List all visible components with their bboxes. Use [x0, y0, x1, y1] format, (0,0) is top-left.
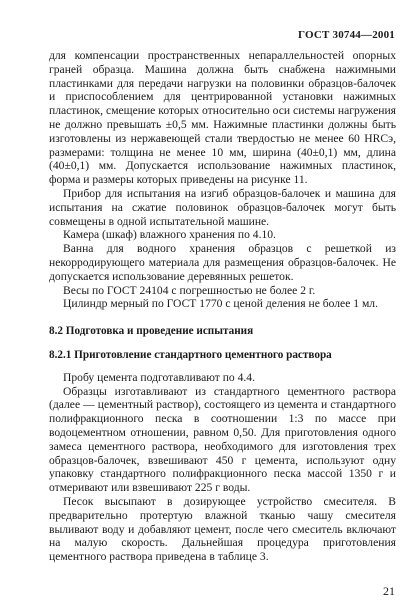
paragraph-scales: Весы по ГОСТ 24104 с погрешностью не более 2 г.: [63, 283, 316, 297]
page-content: [49, 49, 396, 564]
page-number: 21: [383, 584, 395, 598]
section-heading-8-2: 8.2 Подготовка и проведение испытания: [49, 325, 254, 338]
paragraph-water-bath: Ванна для водного хранения образцов с решеткой из некорродирующего материала для размещения образцов-балочек. Не допускается использование деревянных решеток.: [49, 242, 396, 283]
paragraph-combined-machine: Прибор для испытания на изгиб образцов-балочек и машина для испытания на сжатие половинок образцов-балочек могут быть совмещены в одной испытательной машине.: [49, 186, 396, 228]
paragraph-mortar-composition: Образцы изготавливают из стандартного цементного раствора (далее — цементный раствор), состоящего из цемента и стандартного полифракционного песка в соотношении 1:3 по массе при водоцементном отношении, равном 0,50. Для приготовления одного замеса цементного раствора, необходимого для изготовления трех образцов-балочек, взвешивают 450 г цемента, используют одну упаковку стандартного полифракционного песка массой 1350 г и отмеривают или взвешивают 225 г воды.: [49, 384, 396, 495]
paragraph-humidity-chamber: Камера (шкаф) влажного хранения по 4.10.: [63, 228, 276, 242]
paragraph-sample-prep: Пробу цемента подготавливают по 4.4.: [63, 370, 255, 384]
paragraph-mixing-procedure: Песок высыпают в дозирующее устройство смесителя. В предварительно протертую влажной тканью чашу смесителя выливают воду и добавляют цемент, после чего смеситель включают на малую скорость. Дальнейшая процедура приготовления цементного раствора приведена в таблице 3.: [49, 494, 396, 564]
paragraph-loading-plates: для компенсации пространственных непараллельностей опорных граней образца. Машина должна быть снабжена нажимными пластинками для передачи нагрузки на половинки образцов-балочек и приспособлением для центрированной установки нажимных пластинок, смещение которых относительно оси системы нагружения не должно превышать ±0,5 мм. Нажимные пластинки должны быть изготовлены из нержавеющей стали твердостью не менее 60 HRCэ, размерами: толщина не менее 10 мм, ширина (40±0,1) мм, длина (40±0,1) мм. Допускается использование нажимных пластинок, форма и размеры которых приведены на рисунке 11.: [49, 49, 396, 187]
paragraph-measuring-cylinder: Цилиндр мерный по ГОСТ 1770 с ценой деления не более 1 мл.: [63, 297, 378, 311]
section-heading-8-2-1: 8.2.1 Приготовление стандартного цементного раствора: [49, 348, 332, 361]
document-header: ГОСТ 30744—2001: [298, 29, 395, 41]
